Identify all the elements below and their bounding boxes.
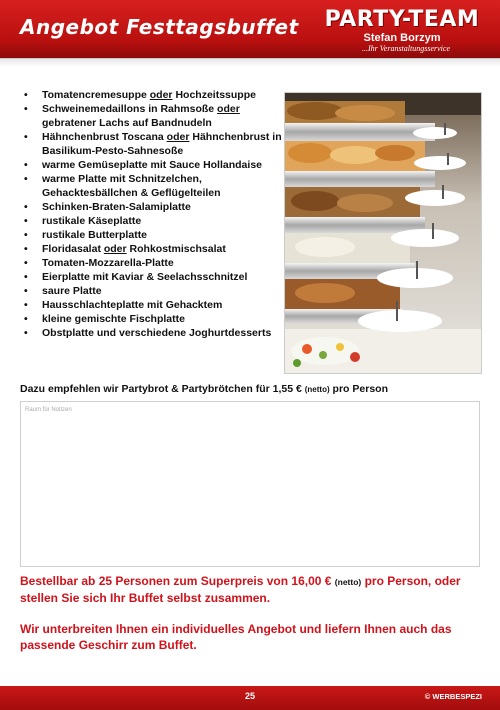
bread-recommendation [20,383,388,395]
order-netto-label: (netto) [334,577,362,587]
menu-item [22,130,290,158]
bullet-icon: • [24,159,28,171]
menu-item-or: oder [149,89,173,101]
menu-item-text: Tomatencremesuppe [42,89,150,101]
bullet-icon: • [24,131,28,143]
notes-box[interactable] [20,401,480,567]
bullet-icon: • [24,327,28,339]
bullet-icon: • [24,229,28,241]
menu-item-or: oder [103,243,127,255]
footer-bar [0,686,500,710]
menu-item [22,102,290,130]
header-divider [0,58,500,67]
order-note-suffix: pro Person, oder stellen Sie sich Ihr Buffet selbst zusammen. [20,574,461,605]
menu-item [22,270,290,284]
logo-owner: Stefan Borzym [363,32,441,44]
menu-item [22,158,290,172]
menu-item-text: rustikale Käseplatte [42,215,142,227]
bullet-icon: • [24,89,28,101]
menu-item [22,214,290,228]
netto-label: (netto) [304,385,330,394]
logo-tagline: ...Ihr Veranstaltungsservice [362,44,450,53]
bullet-icon: • [24,201,28,213]
bullet-icon: • [24,257,28,269]
header-bar [0,0,500,58]
logo-name: PARTY-TEAM [324,7,480,32]
menu-item [22,298,290,312]
offer-note: Wir unterbreiten Ihnen ein individuelles Angebot und liefern Ihnen auch das passende Geschirr zum Buffet. [20,622,452,652]
menu-item-text: Obstplatte und verschiedene Joghurtdesserts [42,327,272,339]
menu-item [22,256,290,270]
menu-item [22,228,290,242]
copyright: © WERBESPEZI [424,692,482,701]
bullet-icon: • [24,285,28,297]
menu-item-text: saure Platte [42,285,102,297]
menu-item [22,200,290,214]
menu-item-text: Rohkostmischsalat [126,243,226,255]
menu-item-text: Hähnchenbrust Toscana [42,131,167,143]
menu-item [22,172,290,200]
menu-item-text: rustikale Butterplatte [42,229,148,241]
menu-item-or: oder [166,131,190,143]
menu-item [22,312,290,326]
bullet-icon: • [24,313,28,325]
menu-item-text: Hochzeitssuppe [172,89,256,101]
menu-item-text: Schinken-Braten-Salamiplatte [42,201,191,213]
order-note [20,573,480,606]
menu-item-text: warme Platte mit Schnitzelchen, Gehacktesbällchen & Geflügelteilen [42,173,221,199]
bullet-icon: • [24,243,28,255]
order-note-text: Bestellbar ab 25 Personen zum Superpreis von 16,00 € [20,574,335,588]
menu-item [22,242,290,256]
bullet-icon: • [24,271,28,283]
menu-item-text: Tomaten-Mozzarella-Platte [42,257,174,269]
page-title: Angebot Festtagsbuffet [20,15,299,39]
menu-item [22,88,290,102]
menu-item-or: oder [217,103,240,115]
bullet-icon: • [24,173,28,185]
bullet-icon: • [24,215,28,227]
menu-item [22,326,290,340]
menu-item-text: gebratener Lachs auf Bandnudeln [42,117,212,129]
menu-item [22,284,290,298]
recommendation-suffix: pro Person [329,383,388,395]
menu-item-text: warme Gemüseplatte mit Sauce Hollandaise [42,159,262,171]
buffet-menu-list [22,88,290,340]
menu-item-text: kleine gemischte Fischplatte [42,313,185,325]
menu-item-text: Hähnchenbrust in Basilikum-Pesto-Sahnesoße [42,131,282,157]
party-team-logo [322,8,482,54]
menu-item-text: Hausschlachteplatte mit Gehacktem [42,299,223,311]
menu-item-text: Floridasalat [42,243,104,255]
menu-item-text: Eierplatte mit Kaviar & Seelachsschnitzel [42,271,248,283]
menu-item-text: Schweinemedaillons in Rahmsoße [42,103,218,115]
bullet-icon: • [24,103,28,115]
notes-label: Raum für Notizen [25,407,72,413]
bullet-icon: • [24,299,28,311]
page-number: 25 [244,691,255,701]
buffet-photo [284,92,482,374]
recommendation-text: Dazu empfehlen wir Partybrot & Partybrötchen für 1,55 € [20,383,305,395]
